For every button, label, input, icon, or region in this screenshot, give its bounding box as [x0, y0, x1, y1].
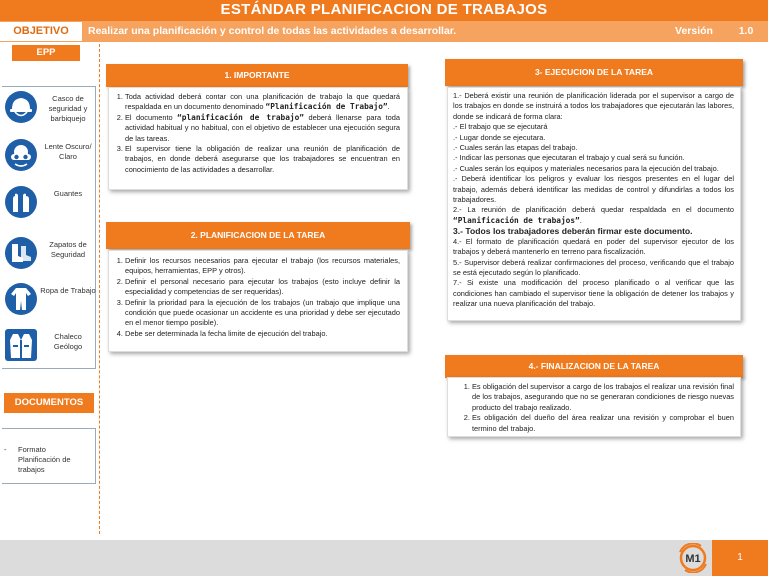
- vest-icon: [4, 328, 38, 362]
- ejecucion-bullet: .- Deberá identificar los peligros y evaluar los riesgos presentes en el lugar del trabajo, además deberá identificar las medidas de control y difundirlas a todos los trabajadores.: [453, 174, 734, 205]
- ejecucion-p2: 2.- La reunión de planificación deberá quedar respaldada en el documento “Planificación de trabajos”.: [453, 205, 734, 225]
- page-title: ESTÁNDAR PLANIFICACION DE TRABAJOS: [0, 0, 768, 21]
- boots-icon: [4, 236, 38, 270]
- epp-item-helmet: [4, 90, 96, 132]
- ejecucion-bullet: .- Cuales serán las etapas del trabajo.: [453, 143, 578, 153]
- finalizacion-item-2: 2. Es obligación del dueño del área realizar una revisión y comprobar el buen termino del trabajo.: [472, 413, 734, 434]
- section-ejecucion-header: 3- EJECUCION DE LA TAREA: [445, 59, 743, 86]
- helmet-icon: [4, 90, 38, 124]
- epp-label-helmet: Casco de seguridad y barbiquejo: [48, 94, 88, 123]
- ejecucion-p5: 5.- Supervisor deberá realizar confirmaciones del proceso, verificando que el trabajo se está ejecutado según lo planificado.: [453, 257, 734, 277]
- epp-label-coverall: Ropa de Trabajo: [40, 286, 96, 295]
- epp-label-gloves: Guantes: [53, 189, 83, 198]
- goggles-icon: [4, 138, 38, 172]
- epp-title: EPP: [12, 45, 80, 61]
- section-importante-body: [108, 87, 408, 190]
- epp-item-vest: [4, 328, 96, 370]
- objective-text: Realizar una planificación y control de todas las actividades a desarrollar.: [88, 25, 457, 37]
- ejecucion-bullet: .- Lugar donde se ejecutara.: [453, 132, 546, 142]
- column-divider: [99, 44, 100, 534]
- documents-panel: [2, 428, 96, 484]
- planificacion-item-3: 3. Definir la prioridad para la ejecución de los trabajos (un trabajo que implique una condición que puede ocasionar un accidente es una prioridad y debe ser ejecutado en el menor tiempo posible).: [125, 298, 400, 329]
- importante-item-3: 3. El supervisor tiene la obligación de realizar una reunión de planificación de trabajos, en donde deberá asegurarse que los trabajadores se encuentran en conocimiento de las actividades a desarrollar.: [125, 144, 400, 175]
- ejecucion-bullet: .- Cuales serán los equipos y materiales necesarios para la ejecución del trabajo.: [453, 163, 719, 173]
- epp-item-boots: [4, 236, 96, 278]
- version-value: 1.0: [738, 25, 754, 37]
- finalizacion-item-1: 1. Es obligación del supervisor a cargo de los trabajos el realizar una revisión final de los trabajos, asegurando que no se generaran condiciones de riesgo nuevas producto del trabajo realizado.: [472, 382, 734, 413]
- page-number: 1: [712, 540, 768, 576]
- epp-item-goggles: [4, 138, 96, 180]
- planificacion-item-4: 4. Debe ser determinada la fecha limite de ejecución del trabajo.: [125, 329, 400, 339]
- gloves-icon: [4, 185, 38, 219]
- section-ejecucion-body: [447, 87, 741, 321]
- section-planificacion-header: 2. PLANIFICACION DE LA TAREA: [106, 222, 410, 249]
- epp-label-goggles: Lente Oscuro/ Claro: [44, 142, 92, 161]
- company-logo-icon: [677, 543, 709, 573]
- ejecucion-bullet: .- El trabajo que se ejecutará: [453, 122, 548, 132]
- epp-item-coverall: [4, 282, 96, 324]
- epp-label-vest: Chaleco Geólogo: [53, 332, 83, 351]
- document-bullet: -: [4, 445, 7, 454]
- document-item[interactable]: [4, 445, 88, 475]
- documents-title: DOCUMENTOS: [4, 393, 94, 413]
- ejecucion-p7: 7.- Si existe una modificación del proceso planificado o al verificar que las condiciones han cambiado el supervisor tiene la obligación de detener los trabajos y realizar una nueva planificación del trabajo.: [453, 278, 734, 309]
- ejecucion-p4: 4.- El formato de planificación quedará en poder del supervisor ejecutor de los trabajos y deberá mantenerlo en terreno para fiscalización.: [453, 236, 734, 257]
- objective-label: OBJETIVO: [0, 22, 82, 41]
- footer-bar: [0, 540, 768, 576]
- section-importante-header: 1. IMPORTANTE: [106, 64, 408, 87]
- ejecucion-p3: 3.- Todos los trabajadores deberán firmar este documento.: [453, 226, 693, 237]
- ejecucion-bullet: .- Indicar las personas que ejecutaran el trabajo y cual será su función.: [453, 153, 685, 163]
- importante-item-1: 1. Toda actividad deberá contar con una planificación de trabajo la que quedará respaldada en un documento denominado “Planificación de Trabajo”.: [125, 92, 400, 113]
- section-planificacion-body: [108, 250, 408, 352]
- logo-text: M1: [685, 553, 701, 565]
- epp-label-boots: Zapatos de Seguridad: [49, 240, 87, 259]
- coverall-icon: [4, 282, 38, 316]
- ejecucion-p1: 1.- Deberá existir una reunión de planificación liderada por el supervisor a cargo de los trabajos en donde se instruirá a todos los trabajadores que ejecutarán las labores, donde se indicará de forma clara:: [453, 91, 734, 121]
- importante-item-2: 2. El documento “planificación de trabajo” deberá llenarse para toda actividad habitual y no habitual, con el objetivo de establecer una ejecución segura de las tareas.: [125, 113, 400, 144]
- epp-item-gloves: [4, 185, 96, 227]
- document-label: Formato Planificación de trabajos: [18, 445, 71, 474]
- version-label: Versión: [675, 25, 713, 37]
- planificacion-item-1: 1. Definir los recursos necesarios para ejecutar el trabajo (los recursos materiales, equipos, herramientas, EPP y otros).: [125, 256, 400, 277]
- section-finalizacion-header: 4.- FINALIZACION DE LA TAREA: [445, 355, 743, 378]
- planificacion-item-2: 2. Definir el personal necesario para ejecutar los trabajos (esto incluye definir la especialidad y competencias de ser requeridas).: [125, 277, 400, 298]
- section-finalizacion-body: [447, 377, 741, 437]
